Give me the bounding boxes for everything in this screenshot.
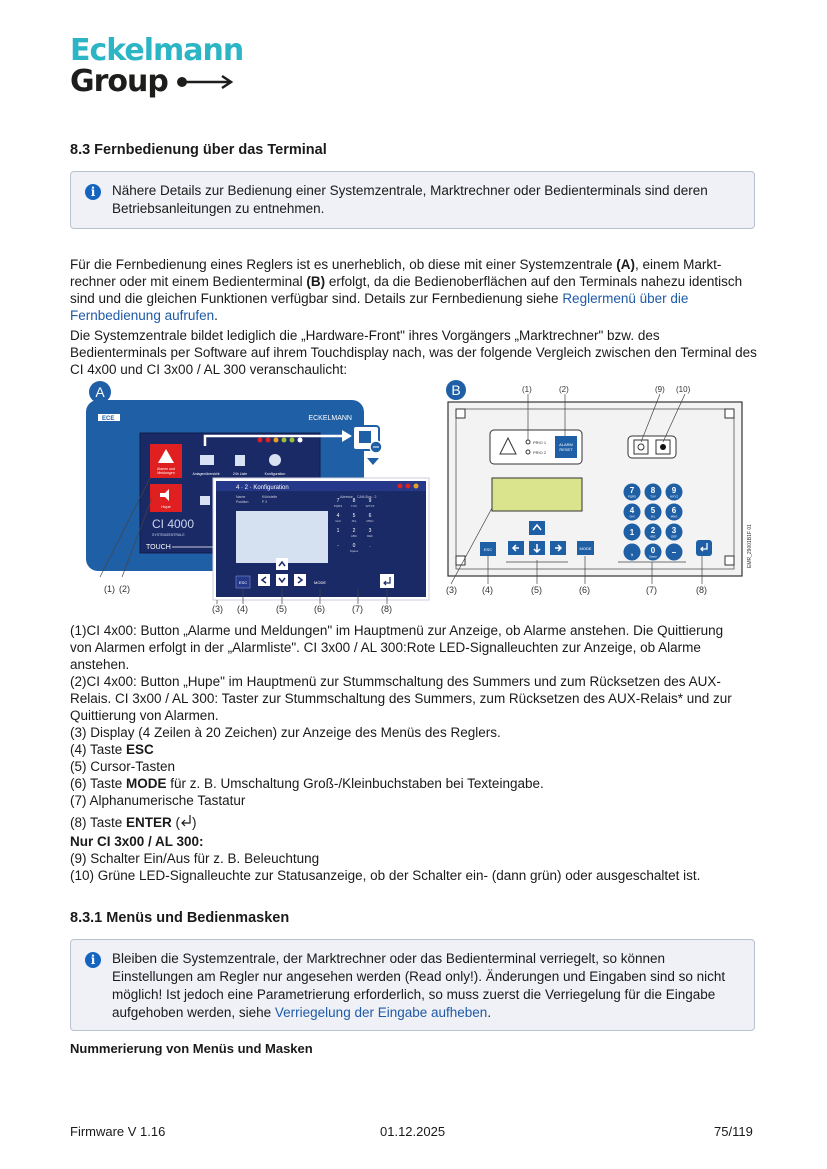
legend-line-esc [70, 741, 770, 758]
screen-key-sub: ABC [350, 534, 358, 538]
lock-note-text: . [487, 1005, 492, 1020]
para-text: Für die Fernbedienung eines Reglers ist es unerheblich, ob diese mit einer Systemzentrale [70, 257, 617, 272]
b-key-sub: WXYZ [669, 494, 679, 499]
b-key-label: – [671, 548, 677, 557]
info-icon: i [85, 184, 101, 200]
tile-hupe-label: Hupe [161, 504, 171, 509]
screen-canbus: CAN-Bus : 2 [357, 495, 377, 499]
screen-key: 7 [336, 498, 340, 504]
screen-kuehlstelle: Kühlstelle [262, 495, 278, 499]
para-text: . [214, 308, 218, 323]
screen-key-sub: PQRS [333, 504, 343, 508]
b-key-sub: ABC [650, 534, 656, 539]
b-key-label: 7 [629, 486, 635, 495]
info-icon: i [85, 952, 101, 968]
legend-bold: ESC [126, 742, 154, 757]
legend-text: ) [192, 815, 197, 830]
figure-b [446, 380, 753, 595]
b-side-code: EMR_29001B1F 01 [747, 524, 753, 568]
b-key-label: 6 [671, 506, 677, 515]
lock-note [70, 939, 755, 1031]
tile-anlagen-label: Anlagenübersicht [192, 472, 220, 476]
legend-bold: MODE [126, 776, 167, 791]
para-bold-a: (A) [616, 257, 636, 272]
only-ci3x00-title: Nur CI 3x00 / AL 300: [70, 834, 204, 849]
footer-page: 75/119 [714, 1124, 753, 1139]
b-mode-button: MODE [579, 546, 592, 551]
callout-a-5: (5) [276, 604, 287, 614]
svg-text:Alarme und: Alarme und [157, 467, 175, 471]
tile-24h-label: 24h Liste [232, 472, 248, 476]
enter-icon [180, 814, 192, 828]
footer-firmware: Firmware V 1.16 [70, 1124, 166, 1139]
screen-key: 3 [368, 528, 372, 534]
b-key-sub: DEF [671, 534, 677, 539]
svg-text:Meldungen: Meldungen [157, 471, 175, 475]
screen-key-sub: TUV [351, 504, 357, 508]
legend-line-cursor: (5) Cursor-Tasten [70, 759, 176, 774]
figure-label-b: B [451, 382, 461, 398]
screen-key: 6 [368, 513, 372, 519]
a-model-sub: SYSTEMZENTRALE [152, 533, 185, 537]
logo-arrow-icon [176, 74, 236, 90]
para-text: erfolgt, da die Bedienoberflächen auf den Terminals nahezu identisch sind und die gleichen Funktionen verfügbar sind. Details zur Fernbedienung siehe [70, 274, 743, 306]
b-key-label: 3 [671, 526, 677, 535]
logo-line2: Group [70, 64, 168, 99]
screen-key: 2 [352, 528, 356, 534]
callout-b-2: (2) [559, 385, 569, 394]
led-prio1: PRIO 1 [533, 440, 547, 445]
legend-text: (8) Taste [70, 815, 127, 830]
b-key-label: 9 [671, 486, 677, 495]
b-key-sub: PQRS [628, 494, 636, 499]
led-prio2: PRIO 2 [533, 450, 547, 455]
screen-key-sub: DEF [367, 534, 373, 538]
legend-line: von Alarmen erfolgt in der „Alarmliste". CI 3x00 / AL 300:Rote LED-Signalleuchten zur Anzeige, ob Alarme [70, 640, 701, 655]
figure-legend [70, 622, 770, 884]
callout-a-6: (6) [314, 604, 325, 614]
a-logo-text: ECE [102, 416, 115, 422]
b-key-sub: MNO [670, 514, 678, 519]
logo-line1: Eckelmann [70, 33, 244, 68]
legend-text: für z. B. Umschaltung Groß-/Kleinbuchstaben bei Texteingabe. [166, 776, 544, 791]
screen-key-sub: GHI [335, 519, 341, 523]
figure-a [86, 381, 429, 614]
legend-line-mode [70, 775, 770, 792]
screen-key: 8 [352, 498, 356, 504]
tile-konfig-label: Konfiguration [264, 472, 286, 476]
legend-line-keypad: (7) Alphanumerische Tastatur [70, 793, 246, 808]
callout-a-2: (2) [119, 584, 130, 594]
legend-line: anstehen. [70, 657, 130, 672]
callout-b-8: (8) [696, 585, 707, 595]
footer-date: 01.12.2025 [380, 1124, 446, 1139]
b-key-label: 1 [629, 528, 635, 537]
b-key-sub: JKL [650, 514, 656, 519]
legend-bold: ENTER [126, 815, 172, 830]
para-bold-b: (B) [306, 274, 326, 289]
subsection-title: 8.3.1 Menüs und Bedienmasken [70, 910, 290, 926]
b-key-label: 2 [650, 526, 656, 535]
screen-name-label: Name [236, 495, 246, 499]
legend-line-led: (10) Grüne LED-Signalleuchte zur Statusanzeige, ob der Schalter ein- (dann grün) oder ausgeschaltet ist. [70, 868, 701, 883]
callout-b-9: (9) [655, 385, 665, 394]
figure-label-a: A [95, 384, 105, 400]
a-model-text: CI 4000 [152, 517, 195, 531]
a-touch-text: TOUCH [146, 544, 171, 551]
callout-b-1: (1) [522, 385, 532, 394]
b-esc-button: ESC [483, 547, 493, 552]
screen-key-sub: MNO [366, 519, 374, 523]
lock-note-text: Bleiben die Systemzentrale, der Marktrechner oder das Bedienterminal verriegelt, so können Einstellungen am Regler nur angesehen werden (Read only!). Änderungen und Eingaben sind so nicht möglich! Ist jedoch eine Parametrierung erforderlich, so muss zuerst die Verriegelung für die Eingabe aufgehoben werden, siehe [112, 951, 726, 1020]
b-key-label: 8 [650, 486, 656, 495]
screen-esc-button: ESC [238, 580, 248, 585]
link-verriegelung[interactable]: Verriegelung der Eingabe aufheben [274, 1005, 488, 1020]
screen-key: 1 [336, 528, 340, 534]
intro-paragraph [70, 256, 760, 324]
screen-key: 4 [336, 513, 340, 519]
callout-a-8: (8) [381, 604, 392, 614]
screen-key: . [369, 543, 371, 549]
link-reglermenue[interactable]: Reglermenü über die Fernbedienung aufrufen [70, 291, 689, 323]
callout-b-5: (5) [531, 585, 542, 595]
b-key-label: 4 [629, 506, 635, 515]
info-note-text: Nähere Details zur Bedienung einer Systemzentrale, Marktrechner oder Bedienterminals sind deren Betriebsanleitungen zu entnehmen. [112, 183, 708, 216]
screen-key: 5 [352, 513, 356, 519]
callout-b-6: (6) [579, 585, 590, 595]
screen-adresse: Adresse [340, 495, 353, 499]
screen-key-sub: JKL [351, 519, 357, 523]
legend-text: (6) Taste [70, 776, 127, 791]
numbering-heading: Nummerierung von Menüs und Masken [70, 1041, 313, 1056]
screen-mode-button: MODE [314, 580, 326, 585]
b-key-sub: GHI [629, 514, 635, 519]
info-note [70, 171, 755, 229]
tile-alarme [150, 444, 182, 478]
screen-key-sub: WXYZ [365, 504, 375, 508]
terminal-comparison-figure [70, 378, 760, 616]
callout-b-4: (4) [482, 585, 493, 595]
tile-hupe [150, 484, 182, 512]
screen-key: - [337, 543, 339, 549]
callout-a-7: (7) [352, 604, 363, 614]
screen-key: 9 [368, 498, 372, 504]
screen-title: 4 · 2 · Konfiguration [236, 485, 289, 491]
svg-text:RESET: RESET [559, 447, 573, 452]
b-key-sub: TUV [650, 494, 656, 499]
a-brand-text: ECKELMANN [308, 415, 352, 422]
para-text: , einem Markt-rechner oder mit einem Bedienterminal [70, 257, 722, 289]
section-title: 8.3 Fernbedienung über das Terminal [70, 142, 327, 158]
callout-b-3: (3) [446, 585, 457, 595]
screen-key-sub: Space [349, 549, 359, 553]
b-key-label: , [630, 548, 634, 557]
legend-line: Quittierung von Alarmen. [70, 708, 219, 723]
legend-line: (2)CI 4x00: Button „Hupe" im Hauptmenü zur Stummschaltung des Summers und zum Rücksetzen des AUX- [70, 674, 721, 689]
legend-line: Relais. CI 3x00 / AL 300: Taster zur Stummschaltung des Summers, zum Rücksetzen des AUX-Relais* und zur [70, 691, 732, 706]
callout-a-4: (4) [237, 604, 248, 614]
b-key-label: 5 [650, 506, 656, 515]
callout-b-10: (10) [676, 385, 691, 394]
screen-p2: P 2 [262, 500, 268, 504]
legend-text: ( [171, 815, 181, 830]
legend-line-enter [70, 814, 770, 831]
callout-a-3: (3) [212, 604, 223, 614]
b-key-sub: Space [649, 554, 657, 559]
legend-line: (3) Display (4 Zeilen à 20 Zeichen) zur Anzeige des Menüs des Reglers. [70, 725, 501, 740]
legend-text: (4) Taste [70, 742, 127, 757]
comparison-paragraph: Die Systemzentrale bildet lediglich die „Hardware-Front" ihres Vorgängers „Marktrechner" bzw. des Bedienterminals per Software auf ihrem Touchdisplay nach, was der folgende Vergleich zwischen den Terminal des CI 4x00 und CI 3x00 / AL 300 veranschaulicht: [70, 328, 757, 377]
b-key-label: 0 [650, 546, 656, 555]
legend-line: (1)CI 4x00: Button „Alarme und Meldungen" im Hauptmenü zur Anzeige, ob Alarme anstehen. Die Quittierung [70, 623, 724, 638]
svg-text:ALARM: ALARM [559, 442, 573, 447]
callout-b-7: (7) [646, 585, 657, 595]
callout-a-1: (1) [104, 584, 115, 594]
screen-position-label: Position [236, 500, 249, 504]
legend-line-switch: (9) Schalter Ein/Aus für z. B. Beleuchtung [70, 851, 320, 866]
eckelmann-logo [70, 33, 244, 99]
screen-key: 0 [352, 543, 356, 549]
